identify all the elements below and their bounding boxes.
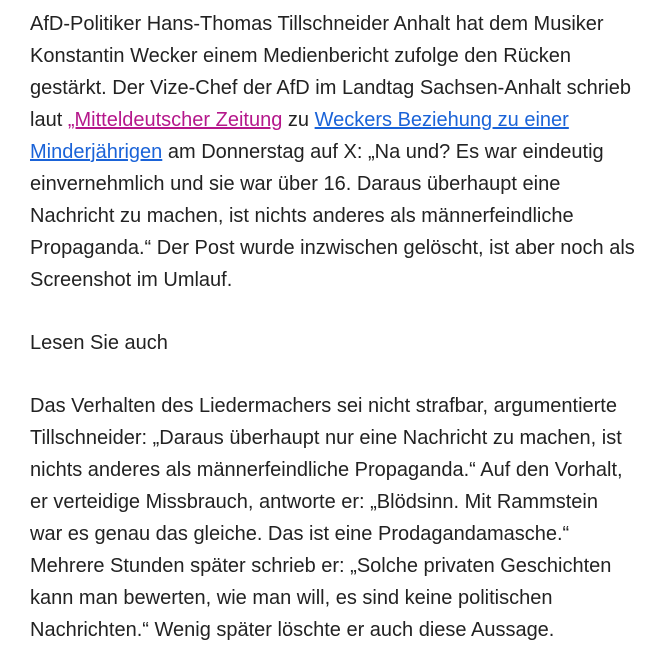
paragraph-intro: [30, 8, 635, 296]
article-body: [30, 8, 635, 646]
read-also-label: Lesen Sie auch: [30, 332, 168, 354]
quote-text: am Donnerstag auf X: „Na und? Es war eindeutig einvernehmlich und sie war über 16. Daraus überhaupt eine Nachricht zu machen, ist nichts anderes als männerfeindliche Propaganda.“ Der Post wurde inzwischen gelöscht, ist aber noch als Screenshot im Umlauf.: [30, 141, 635, 291]
intro-text: AfD-Politiker Hans-Thomas Tillschneider Anhalt hat dem Musiker Konstantin Wecker einem Medienbericht zufolge den Rücken gestärkt. Der Vize-Chef der AfD im Landtag Sachsen-Anhalt schrieb laut: [30, 13, 632, 131]
mitteldeutsche-zeitung-link[interactable]: „Mitteldeutscher Zeitung: [67, 109, 283, 131]
spacer: [30, 296, 635, 327]
connector-text: zu: [282, 109, 315, 131]
spacer: [30, 359, 635, 390]
paragraph-followup: Das Verhalten des Liedermachers sei nicht strafbar, argumentierte Tillschneider: „Daraus überhaupt nur eine Nachricht zu machen, ist nichts anderes als männerfeindliche Propaganda.“ Auf den Vorhalt, er verteidige Missbrauch, antworte er: „Blödsinn. Mit Rammstein war es genau das gleiche. Das ist eine Prodagandamasche.“ Mehrere Stunden später schrieb er: „Solche privaten Geschichten kann man bewerten, wie man will, es sind keine politischen Nachrichten.“ Wenig später löschte er auch diese Aussage.: [30, 395, 623, 641]
wecker-relationship-link[interactable]: Weckers Beziehung zu einer Minderjährigen: [30, 109, 569, 163]
